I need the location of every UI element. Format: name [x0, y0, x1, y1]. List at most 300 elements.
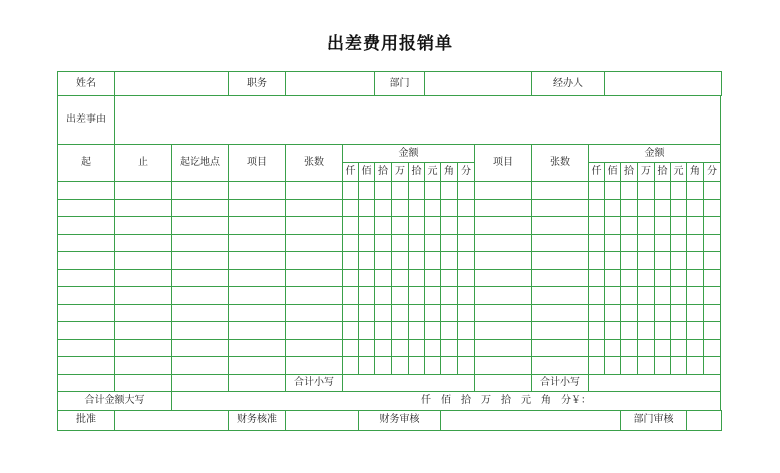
cell-amt-left-5[interactable] — [425, 269, 441, 287]
cell-places[interactable] — [172, 234, 229, 252]
cell-amt-left-1[interactable] — [359, 217, 375, 235]
cell-item-left[interactable] — [229, 234, 286, 252]
cell-amt-left-0[interactable] — [343, 182, 359, 200]
cell-amt-right-7[interactable] — [704, 182, 721, 200]
cell-amt-right-3[interactable] — [638, 217, 655, 235]
cell-amt-left-0[interactable] — [343, 269, 359, 287]
cell-amt-left-0[interactable] — [343, 287, 359, 305]
cell-amt-left-1[interactable] — [359, 339, 375, 357]
dept-value[interactable] — [425, 72, 532, 96]
cell-amt-left-1[interactable] — [359, 304, 375, 322]
cell-amt-left-2[interactable] — [375, 217, 392, 235]
cell-amt-right-5[interactable] — [671, 182, 687, 200]
cell-count-left[interactable] — [286, 287, 343, 305]
finance-check-value[interactable] — [286, 410, 359, 430]
cell-amt-left-3[interactable] — [392, 182, 409, 200]
cell-item-left[interactable] — [229, 199, 286, 217]
cell-amt-left-6[interactable] — [441, 217, 458, 235]
handler-value[interactable] — [605, 72, 721, 96]
cell-amt-right-1[interactable] — [605, 357, 621, 375]
digit-right-7: 分 — [704, 163, 721, 182]
cell-amt-left-2[interactable] — [375, 287, 392, 305]
cell-amt-left-4[interactable] — [409, 199, 425, 217]
cell-amt-left-3[interactable] — [392, 357, 409, 375]
cell-item-right[interactable] — [475, 269, 532, 287]
cell-amt-right-2[interactable] — [621, 357, 638, 375]
cell-amt-left-5[interactable] — [425, 234, 441, 252]
cell-amt-left-7[interactable] — [458, 217, 475, 235]
cell-start[interactable] — [58, 234, 115, 252]
cell-amt-left-6[interactable] — [441, 234, 458, 252]
cell-places[interactable] — [172, 339, 229, 357]
cell-amt-left-1[interactable] — [359, 182, 375, 200]
cell-places[interactable] — [172, 182, 229, 200]
cell-item-right[interactable] — [475, 199, 532, 217]
cell-end[interactable] — [115, 252, 172, 270]
cell-amt-right-1[interactable] — [605, 304, 621, 322]
cell-amt-right-1[interactable] — [605, 217, 621, 235]
cell-amt-right-0[interactable] — [589, 322, 605, 340]
cell-amt-left-6[interactable] — [441, 182, 458, 200]
cell-amt-left-0[interactable] — [343, 217, 359, 235]
cell-amt-right-5[interactable] — [671, 217, 687, 235]
cell-amt-left-4[interactable] — [409, 269, 425, 287]
reason-value[interactable] — [115, 96, 721, 145]
cell-amt-left-3[interactable] — [392, 252, 409, 270]
digit-right-4: 拾 — [655, 163, 671, 182]
cell-item-left[interactable] — [229, 339, 286, 357]
cell-amt-right-3[interactable] — [638, 199, 655, 217]
cell-amt-right-4[interactable] — [655, 287, 671, 305]
cell-amt-left-4[interactable] — [409, 182, 425, 200]
table-row — [58, 182, 722, 200]
cell-count-right[interactable] — [532, 304, 589, 322]
cell-amt-right-5[interactable] — [671, 339, 687, 357]
cell-amt-right-6[interactable] — [687, 304, 704, 322]
cell-amt-left-0[interactable] — [343, 322, 359, 340]
cell-places[interactable] — [172, 252, 229, 270]
cell-amt-right-7[interactable] — [704, 252, 721, 270]
cell-amt-left-5[interactable] — [425, 217, 441, 235]
cell-amt-left-7[interactable] — [458, 252, 475, 270]
cell-amt-left-3[interactable] — [392, 322, 409, 340]
cell-start[interactable] — [58, 339, 115, 357]
cell-amt-left-4[interactable] — [409, 287, 425, 305]
cell-amt-right-0[interactable] — [589, 287, 605, 305]
cell-item-right[interactable] — [475, 304, 532, 322]
cell-amt-left-2[interactable] — [375, 199, 392, 217]
cell-item-right[interactable] — [475, 357, 532, 375]
cell-amt-right-4[interactable] — [655, 252, 671, 270]
cell-amt-right-3[interactable] — [638, 234, 655, 252]
cell-amt-right-2[interactable] — [621, 339, 638, 357]
table-row — [58, 252, 722, 270]
cell-amt-left-7[interactable] — [458, 269, 475, 287]
cell-count-right[interactable] — [532, 322, 589, 340]
cell-amt-right-2[interactable] — [621, 252, 638, 270]
cell-end[interactable] — [115, 339, 172, 357]
cell-count-right[interactable] — [532, 287, 589, 305]
cell-amt-right-4[interactable] — [655, 182, 671, 200]
cell-amt-left-5[interactable] — [425, 252, 441, 270]
cell-amt-left-0[interactable] — [343, 304, 359, 322]
table-row — [58, 269, 722, 287]
col-end: 止 — [115, 145, 172, 182]
cell-amt-right-6[interactable] — [687, 322, 704, 340]
cell-count-left[interactable] — [286, 234, 343, 252]
cell-start[interactable] — [58, 199, 115, 217]
cell-amt-left-6[interactable] — [441, 199, 458, 217]
digit-right-3: 万 — [638, 163, 655, 182]
cell-amt-right-2[interactable] — [621, 287, 638, 305]
subtotal-item-left[interactable] — [229, 374, 286, 391]
cell-amt-right-2[interactable] — [621, 304, 638, 322]
cell-amt-left-3[interactable] — [392, 234, 409, 252]
cell-item-left[interactable] — [229, 322, 286, 340]
digit-left-6: 角 — [441, 163, 458, 182]
total-upper-value[interactable]: 仟 佰 拾 万 拾 元 角 分￥： — [172, 391, 721, 410]
subtotal-places[interactable] — [172, 374, 229, 391]
cell-places[interactable] — [172, 269, 229, 287]
total-upper-row — [58, 391, 722, 410]
cell-places[interactable] — [172, 199, 229, 217]
cell-start[interactable] — [58, 357, 115, 375]
cell-amt-right-6[interactable] — [687, 199, 704, 217]
cell-count-right[interactable] — [532, 252, 589, 270]
cell-amt-right-6[interactable] — [687, 287, 704, 305]
col-amount-left: 金额 — [343, 145, 475, 163]
digit-right-1: 佰 — [605, 163, 621, 182]
digit-left-0: 仟 — [343, 163, 359, 182]
cell-amt-left-7[interactable] — [458, 304, 475, 322]
cell-amt-right-3[interactable] — [638, 252, 655, 270]
cell-amt-right-6[interactable] — [687, 182, 704, 200]
cell-amt-left-4[interactable] — [409, 339, 425, 357]
subtotal-end[interactable] — [115, 374, 172, 391]
cell-amt-right-0[interactable] — [589, 234, 605, 252]
cell-amt-right-3[interactable] — [638, 322, 655, 340]
cell-amt-left-6[interactable] — [441, 287, 458, 305]
cell-amt-right-2[interactable] — [621, 322, 638, 340]
table-row — [58, 234, 722, 252]
cell-amt-left-3[interactable] — [392, 304, 409, 322]
cell-amt-left-0[interactable] — [343, 199, 359, 217]
cell-amt-right-0[interactable] — [589, 357, 605, 375]
total-upper-label: 合计金额大写 — [58, 391, 172, 410]
finance-audit-value[interactable] — [441, 410, 621, 430]
cell-amt-right-4[interactable] — [655, 357, 671, 375]
cell-count-left[interactable] — [286, 199, 343, 217]
handler-label: 经办人 — [532, 72, 605, 96]
cell-amt-left-6[interactable] — [441, 269, 458, 287]
cell-count-left[interactable] — [286, 217, 343, 235]
cell-amt-left-3[interactable] — [392, 339, 409, 357]
cell-amt-right-7[interactable] — [704, 287, 721, 305]
cell-amt-left-0[interactable] — [343, 339, 359, 357]
cell-amt-left-1[interactable] — [359, 287, 375, 305]
cell-places[interactable] — [172, 287, 229, 305]
cell-amt-right-0[interactable] — [589, 304, 605, 322]
col-places: 起讫地点 — [172, 145, 229, 182]
cell-places[interactable] — [172, 217, 229, 235]
col-amount-right: 金额 — [589, 145, 721, 163]
cell-item-right[interactable] — [475, 182, 532, 200]
cell-amt-left-2[interactable] — [375, 269, 392, 287]
digit-right-2: 拾 — [621, 163, 638, 182]
cell-amt-right-1[interactable] — [605, 199, 621, 217]
cell-start[interactable] — [58, 304, 115, 322]
cell-amt-right-4[interactable] — [655, 339, 671, 357]
subtotal-right-value[interactable] — [589, 374, 721, 391]
cell-amt-right-7[interactable] — [704, 217, 721, 235]
cell-amt-right-0[interactable] — [589, 182, 605, 200]
cell-count-left[interactable] — [286, 252, 343, 270]
cell-amt-left-2[interactable] — [375, 304, 392, 322]
cell-amt-right-4[interactable] — [655, 304, 671, 322]
cell-amt-left-1[interactable] — [359, 322, 375, 340]
cell-end[interactable] — [115, 182, 172, 200]
cell-amt-left-5[interactable] — [425, 357, 441, 375]
subtotal-row — [58, 374, 722, 391]
cell-amt-right-5[interactable] — [671, 357, 687, 375]
cell-count-left[interactable] — [286, 322, 343, 340]
cell-amt-right-2[interactable] — [621, 217, 638, 235]
cell-item-left[interactable] — [229, 357, 286, 375]
cell-item-left[interactable] — [229, 182, 286, 200]
cell-amt-right-7[interactable] — [704, 357, 721, 375]
cell-amt-left-4[interactable] — [409, 357, 425, 375]
cell-amt-left-1[interactable] — [359, 199, 375, 217]
cell-amt-right-0[interactable] — [589, 339, 605, 357]
cell-places[interactable] — [172, 357, 229, 375]
cell-item-right[interactable] — [475, 339, 532, 357]
cell-amt-right-4[interactable] — [655, 269, 671, 287]
subtotal-left-value[interactable] — [343, 374, 475, 391]
cell-amt-left-4[interactable] — [409, 217, 425, 235]
form-title: 出差费用报销单 — [327, 34, 453, 54]
cell-item-right[interactable] — [475, 322, 532, 340]
cell-amt-right-3[interactable] — [638, 182, 655, 200]
cell-amt-right-6[interactable] — [687, 269, 704, 287]
cell-amt-left-0[interactable] — [343, 357, 359, 375]
cell-count-right[interactable] — [532, 269, 589, 287]
cell-end[interactable] — [115, 217, 172, 235]
cell-amt-right-7[interactable] — [704, 234, 721, 252]
cell-amt-right-3[interactable] — [638, 269, 655, 287]
cell-count-right[interactable] — [532, 182, 589, 200]
cell-count-right[interactable] — [532, 234, 589, 252]
cell-amt-right-1[interactable] — [605, 339, 621, 357]
cell-count-right[interactable] — [532, 357, 589, 375]
cell-count-left[interactable] — [286, 339, 343, 357]
cell-start[interactable] — [58, 269, 115, 287]
name-value[interactable] — [115, 72, 229, 96]
cell-end[interactable] — [115, 322, 172, 340]
cell-amt-right-1[interactable] — [605, 322, 621, 340]
cell-amt-left-0[interactable] — [343, 252, 359, 270]
cell-amt-left-7[interactable] — [458, 322, 475, 340]
cell-amt-left-5[interactable] — [425, 199, 441, 217]
cell-amt-left-5[interactable] — [425, 339, 441, 357]
cell-amt-left-4[interactable] — [409, 322, 425, 340]
cell-amt-right-7[interactable] — [704, 199, 721, 217]
cell-places[interactable] — [172, 304, 229, 322]
cell-amt-left-7[interactable] — [458, 339, 475, 357]
col-count-right: 张数 — [532, 145, 589, 182]
cell-amt-left-5[interactable] — [425, 304, 441, 322]
position-value[interactable] — [286, 72, 375, 96]
cell-amt-left-6[interactable] — [441, 304, 458, 322]
cell-end[interactable] — [115, 287, 172, 305]
cell-amt-left-7[interactable] — [458, 199, 475, 217]
cell-amt-left-6[interactable] — [441, 357, 458, 375]
cell-end[interactable] — [115, 269, 172, 287]
cell-amt-left-2[interactable] — [375, 234, 392, 252]
approve-value[interactable] — [115, 410, 229, 430]
cell-amt-right-5[interactable] — [671, 322, 687, 340]
cell-item-right[interactable] — [475, 234, 532, 252]
cell-amt-left-2[interactable] — [375, 357, 392, 375]
cell-end[interactable] — [115, 199, 172, 217]
col-start: 起 — [58, 145, 115, 182]
cell-amt-right-6[interactable] — [687, 252, 704, 270]
digit-right-5: 元 — [671, 163, 687, 182]
cell-amt-right-6[interactable] — [687, 217, 704, 235]
cell-amt-left-1[interactable] — [359, 357, 375, 375]
cell-amt-left-2[interactable] — [375, 339, 392, 357]
cell-item-left[interactable] — [229, 217, 286, 235]
cell-start[interactable] — [58, 182, 115, 200]
cell-amt-right-5[interactable] — [671, 252, 687, 270]
cell-count-right[interactable] — [532, 339, 589, 357]
cell-amt-right-6[interactable] — [687, 357, 704, 375]
cell-amt-right-6[interactable] — [687, 339, 704, 357]
cell-count-left[interactable] — [286, 182, 343, 200]
cell-amt-right-3[interactable] — [638, 339, 655, 357]
cell-amt-left-3[interactable] — [392, 217, 409, 235]
cell-amt-right-5[interactable] — [671, 199, 687, 217]
cell-amt-right-2[interactable] — [621, 182, 638, 200]
subtotal-start[interactable] — [58, 374, 115, 391]
cell-amt-right-0[interactable] — [589, 217, 605, 235]
digit-left-7: 分 — [458, 163, 475, 182]
cell-item-left[interactable] — [229, 269, 286, 287]
cell-start[interactable] — [58, 252, 115, 270]
cell-amt-left-5[interactable] — [425, 182, 441, 200]
cell-amt-right-0[interactable] — [589, 269, 605, 287]
cell-amt-left-1[interactable] — [359, 234, 375, 252]
cell-amt-right-0[interactable] — [589, 199, 605, 217]
dept-audit-value[interactable] — [687, 410, 722, 430]
cell-amt-left-7[interactable] — [458, 287, 475, 305]
cell-amt-right-4[interactable] — [655, 322, 671, 340]
cell-amt-right-0[interactable] — [589, 252, 605, 270]
cell-item-left[interactable] — [229, 304, 286, 322]
cell-amt-left-7[interactable] — [458, 234, 475, 252]
cell-amt-left-0[interactable] — [343, 234, 359, 252]
cell-end[interactable] — [115, 357, 172, 375]
cell-amt-left-3[interactable] — [392, 199, 409, 217]
cell-count-right[interactable] — [532, 217, 589, 235]
table-row — [58, 217, 722, 235]
col-item-right: 项目 — [475, 145, 532, 182]
cell-start[interactable] — [58, 287, 115, 305]
cell-amt-right-5[interactable] — [671, 234, 687, 252]
subtotal-item-right[interactable] — [475, 374, 532, 391]
cell-amt-left-4[interactable] — [409, 304, 425, 322]
cell-amt-right-7[interactable] — [704, 269, 721, 287]
cell-amt-right-2[interactable] — [621, 269, 638, 287]
table-row — [58, 339, 722, 357]
cell-amt-right-5[interactable] — [671, 304, 687, 322]
cell-amt-right-2[interactable] — [621, 234, 638, 252]
cell-count-left[interactable] — [286, 269, 343, 287]
cell-item-right[interactable] — [475, 287, 532, 305]
cell-amt-right-7[interactable] — [704, 322, 721, 340]
cell-amt-right-7[interactable] — [704, 339, 721, 357]
cell-count-left[interactable] — [286, 304, 343, 322]
finance-check-label: 财务核准 — [229, 410, 286, 430]
cell-amt-left-4[interactable] — [409, 252, 425, 270]
cell-amt-left-3[interactable] — [392, 269, 409, 287]
cell-amt-right-4[interactable] — [655, 234, 671, 252]
digit-left-5: 元 — [425, 163, 441, 182]
cell-amt-left-4[interactable] — [409, 234, 425, 252]
cell-amt-right-3[interactable] — [638, 287, 655, 305]
cell-amt-left-6[interactable] — [441, 252, 458, 270]
cell-item-right[interactable] — [475, 252, 532, 270]
cell-amt-left-3[interactable] — [392, 287, 409, 305]
cell-amt-left-6[interactable] — [441, 322, 458, 340]
cell-amt-left-7[interactable] — [458, 182, 475, 200]
cell-amt-right-1[interactable] — [605, 234, 621, 252]
cell-amt-right-5[interactable] — [671, 287, 687, 305]
cell-item-left[interactable] — [229, 252, 286, 270]
cell-item-right[interactable] — [475, 217, 532, 235]
cell-start[interactable] — [58, 322, 115, 340]
cell-end[interactable] — [115, 234, 172, 252]
cell-amt-right-5[interactable] — [671, 269, 687, 287]
cell-amt-left-2[interactable] — [375, 182, 392, 200]
cell-amt-right-7[interactable] — [704, 304, 721, 322]
cell-amt-left-7[interactable] — [458, 357, 475, 375]
cell-places[interactable] — [172, 322, 229, 340]
cell-amt-left-5[interactable] — [425, 322, 441, 340]
cell-amt-left-1[interactable] — [359, 269, 375, 287]
cell-start[interactable] — [58, 217, 115, 235]
cell-amt-left-6[interactable] — [441, 339, 458, 357]
cell-amt-right-3[interactable] — [638, 304, 655, 322]
cell-item-left[interactable] — [229, 287, 286, 305]
cell-amt-right-1[interactable] — [605, 269, 621, 287]
cell-amt-right-4[interactable] — [655, 217, 671, 235]
cell-amt-right-4[interactable] — [655, 199, 671, 217]
cell-amt-left-2[interactable] — [375, 252, 392, 270]
cell-amt-right-3[interactable] — [638, 357, 655, 375]
finance-audit-label: 财务审核 — [359, 410, 441, 430]
cell-end[interactable] — [115, 304, 172, 322]
cell-amt-left-2[interactable] — [375, 322, 392, 340]
cell-amt-right-1[interactable] — [605, 182, 621, 200]
cell-amt-right-2[interactable] — [621, 199, 638, 217]
cell-amt-left-1[interactable] — [359, 252, 375, 270]
cell-amt-right-1[interactable] — [605, 287, 621, 305]
cell-amt-left-5[interactable] — [425, 287, 441, 305]
cell-amt-right-6[interactable] — [687, 234, 704, 252]
cell-amt-right-1[interactable] — [605, 252, 621, 270]
cell-count-right[interactable] — [532, 199, 589, 217]
cell-count-left[interactable] — [286, 357, 343, 375]
